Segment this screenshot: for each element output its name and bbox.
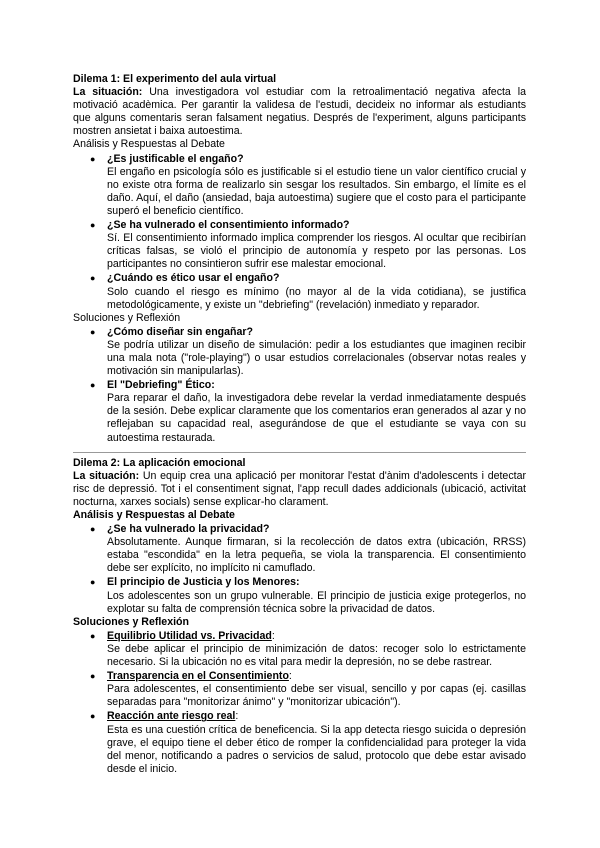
situation-text: Un equip crea una aplicació per monitorar l'estat d'ànim d'adolescents i detectar risc de depressió. Tot i el consentiment signat, l'app recull dades addicionals (ubicació, activitat nocturna, xarxes socials) sense explicar-ho clarament. [73, 469, 526, 508]
dilemma-1-situation [73, 86, 526, 138]
item-title: Transparencia en el Consentimiento [107, 670, 289, 683]
item-body: Para reparar el daño, la investigadora debe revelar la verdad inmediatamente después de la sesión. Debe explicar claramente que los comentarios eran generados al azar y no reflejaban su capacidad real, asegurándose de que el estudiante se vaya con su autoestima restaurada. [107, 392, 526, 444]
dilemma-1-solutions-list [73, 326, 526, 445]
item-title: ¿Se ha vulnerado el consentimiento informado? [107, 219, 350, 232]
list-item [73, 153, 526, 218]
item-title: ¿Se ha vulnerado la privacidad? [107, 523, 270, 536]
item-body: Se debe aplicar el principio de minimización de datos: recoger solo lo estrictamente necesario. Si la ubicación no es vital para medir la depresión, no se debe rastrear. [107, 642, 526, 669]
item-body: Los adolescentes son un grupo vulnerable. El principio de justicia exige protegerlos, no explotar su falta de comprensión técnica sobre la privacidad de datos. [107, 589, 526, 615]
bullet-icon: ● [90, 153, 96, 164]
dilemma-1-section [73, 73, 526, 445]
dilemma-2-analysis-list [73, 523, 526, 616]
bullet-icon: ● [90, 326, 96, 337]
dilemma-1-analysis-label: Análisis y Respuestas al Debate [73, 138, 225, 151]
document-page [73, 73, 526, 776]
title-colon: : [288, 670, 292, 683]
situation-label: La situación: [73, 86, 143, 99]
bullet-icon: ● [90, 220, 96, 231]
item-body: Se podría utilizar un diseño de simulación: pedir a los estudiantes que imaginen recibir una mala nota ("role-playing") o usar estudios correlacionales (observar notas reales y motivación sin manipularlas). [107, 338, 526, 378]
dilemma-1-solutions-label: Soluciones y Reflexión [73, 311, 181, 324]
item-body: Solo cuando el riesgo es mínimo (no mayor al de la vida cotidiana), se justifica metodológicamente, y existe un "debriefing" (revelación) inmediato y reparador. [107, 285, 526, 311]
dilemma-2-situation [73, 470, 526, 509]
item-body: Absolutamente. Aunque firmaran, si la recolección de datos extra (ubicación, RRSS) estaba "escondida" en la letra pequeña, se viola la transparencia. El consentimiento debe ser explícito, no implícito ni camuflado. [107, 536, 526, 575]
bullet-icon: ● [90, 671, 96, 682]
item-body: Para adolescentes, el consentimiento debe ser visual, sencillo y por capas (ej. casillas separadas para "monitorizar ánimo" y "monitorizar ubicación"). [107, 683, 526, 709]
item-title: El "Debriefing" Ético: [107, 379, 215, 392]
situation-label: La situación: [73, 469, 140, 482]
item-body: Esta es una cuestión crítica de beneficencia. Si la app detecta riesgo suicida o depresión grave, el equipo tiene el deber ético de romper la confidencialidad para proteger la vida del menor, notificando a padres o servicios de salud, protocolo que debe estar avisado desde el inicio. [107, 723, 526, 775]
list-item [73, 379, 526, 444]
item-title-row [107, 670, 526, 683]
list-item [73, 710, 526, 775]
list-item [73, 272, 526, 311]
dilemma-2-analysis-label: Análisis y Respuestas al Debate [73, 509, 235, 521]
dilemma-2-section [73, 457, 526, 776]
item-title: ¿Es justificable el engaño? [107, 152, 244, 165]
list-item [73, 219, 526, 271]
item-title: Reacción ante riesgo real [107, 710, 236, 723]
dilemma-1-title: Dilema 1: El experimento del aula virtual [73, 73, 277, 85]
section-divider [73, 452, 526, 453]
bullet-icon: ● [90, 273, 96, 284]
situation-text: Una investigadora vol estudiar com la retroalimentació negativa afecta la motivació acadèmica. Per garantir la validesa de l'estudi, decideix no informar als estudiants que alguns comentaris seran falsament negatius. Després de l'experiment, alguns participants mostren ansietat i baixa autoestima. [73, 86, 526, 138]
item-title: ¿Cómo diseñar sin engañar? [107, 325, 253, 338]
list-item [73, 630, 526, 669]
item-title: ¿Cuándo es ético usar el engaño? [107, 272, 280, 285]
list-item [73, 576, 526, 615]
bullet-icon: ● [90, 380, 96, 391]
list-item [73, 326, 526, 378]
list-item [73, 670, 526, 709]
item-title: El principio de Justicia y los Menores: [107, 576, 300, 589]
dilemma-2-solutions-list [73, 630, 526, 776]
dilemma-1-analysis-list [73, 153, 526, 312]
item-title: Equilibrio Utilidad vs. Privacidad [107, 629, 272, 642]
item-body: El engaño en psicología sólo es justificable si el estudio tiene un valor científico crucial y no existe otra forma de realizarlo sin sesgar los resultados. Sin embargo, el límite es el daño. Aquí, el daño (ansiedad, baja autoestima) sugiere que el costo para el participante superó el beneficio científico. [107, 165, 526, 217]
list-item [73, 523, 526, 575]
item-title-row [107, 630, 526, 643]
dilemma-2-solutions-label: Soluciones y Reflexión [73, 615, 189, 628]
item-title-row [107, 710, 526, 723]
bullet-icon: ● [90, 711, 96, 722]
dilemma-2-title: Dilema 2: La aplicación emocional [73, 456, 246, 469]
bullet-icon: ● [90, 524, 96, 535]
title-colon: : [271, 629, 275, 642]
bullet-icon: ● [90, 577, 96, 588]
item-body: Sí. El consentimiento informado implica comprender los riesgos. Al ocultar que recibirían críticas falsas, se violó el principio de autonomía y respeto por las personas. Los participantes no consintieron sufrir ese malestar emocional. [107, 232, 526, 271]
title-colon: : [235, 710, 239, 723]
bullet-icon: ● [90, 630, 96, 641]
